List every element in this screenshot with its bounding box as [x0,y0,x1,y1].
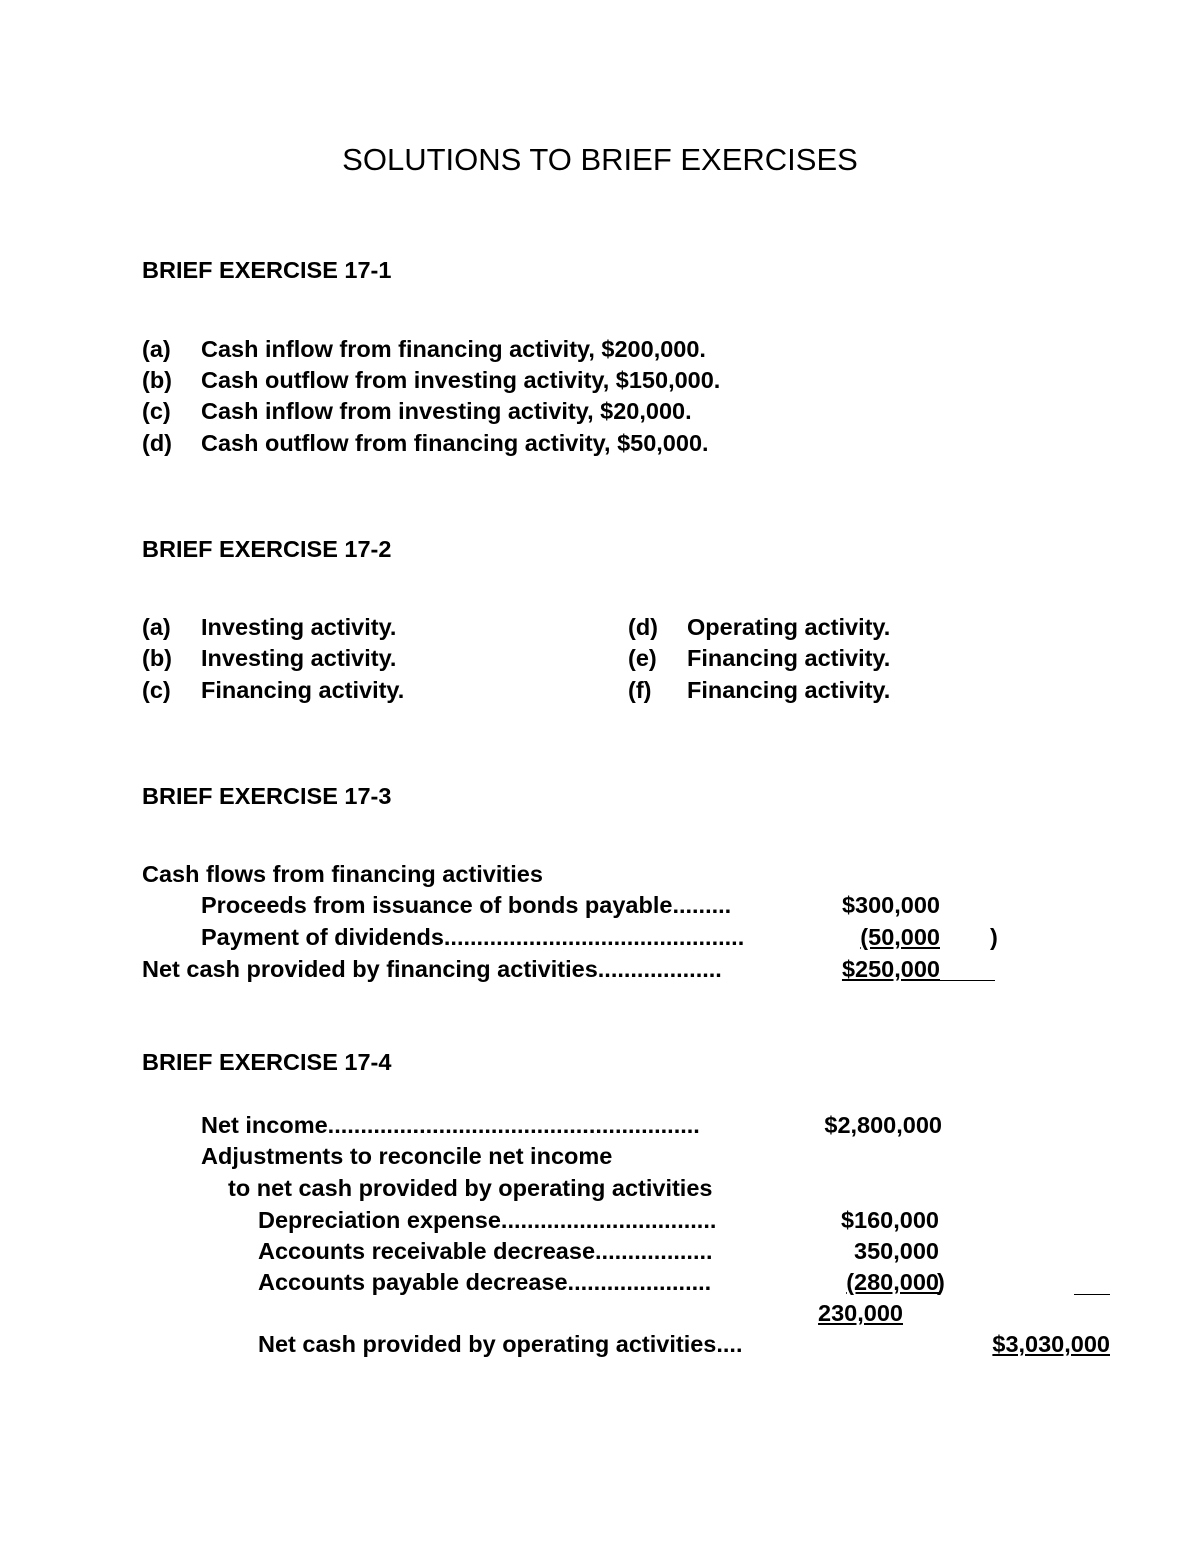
ex2-item-e-letter: (e) [628,645,657,671]
ex4-depreciation-value: $160,000 [840,1207,939,1233]
ex3-dividends-value: (50,000 [860,924,940,950]
ex1-item-a-text: Cash inflow from financing activity, $200,000. [201,336,706,362]
ex3-section-label: Cash flows from financing activities [142,861,543,887]
ex2-item-c-text: Financing activity. [201,677,405,703]
ex4-right-column-underline [1074,1294,1110,1295]
ex3-dividends-label: Payment of dividends.............................................. [201,924,745,950]
ex3-total-label: Net cash provided by financing activities................... [142,956,722,982]
ex2-item-d-letter: (d) [628,614,659,640]
exercise-17-4-heading: BRIEF EXERCISE 17-4 [142,1049,392,1075]
ex4-accounts-receivable-label: Accounts receivable decrease.................. [258,1238,713,1264]
ex2-item-f-text: Financing activity. [687,677,891,703]
ex4-depreciation-label: Depreciation expense................................. [258,1207,717,1233]
ex3-bonds-label: Proceeds from issuance of bonds payable......... [201,892,732,918]
ex2-item-b-letter: (b) [142,645,173,671]
ex2-item-d-text: Operating activity. [687,614,891,640]
ex4-accounts-payable-paren: ) [937,1269,945,1295]
exercise-17-2-heading: BRIEF EXERCISE 17-2 [142,536,392,562]
ex1-item-b-letter: (b) [142,367,173,393]
ex1-item-c-text: Cash inflow from investing activity, $20,000. [201,398,692,424]
ex4-adjustments-line2: to net cash provided by operating activities [228,1175,713,1201]
exercise-17-3-heading: BRIEF EXERCISE 17-3 [142,783,392,809]
ex1-item-d-letter: (d) [142,430,173,456]
ex4-accounts-payable-value: (280,000 [846,1269,939,1295]
ex1-item-c-letter: (c) [142,398,171,424]
ex2-item-e-text: Financing activity. [687,645,891,671]
exercise-17-1-heading: BRIEF EXERCISE 17-1 [142,257,392,283]
ex4-accounts-payable-label: Accounts payable decrease...................... [258,1269,712,1295]
ex3-total-underline-extension [939,980,995,981]
ex1-item-d-text: Cash outflow from financing activity, $50,000. [201,430,709,456]
ex4-net-income-label: Net income......................................................... [201,1112,700,1138]
ex3-total-value: $250,000 [841,956,940,982]
ex4-adjustments-subtotal: 230,000 [818,1300,903,1326]
ex2-item-a-text: Investing activity. [201,614,397,640]
ex4-adjustments-line1: Adjustments to reconcile net income [201,1143,613,1169]
ex1-item-a-letter: (a) [142,336,171,362]
page-title: SOLUTIONS TO BRIEF EXERCISES [342,142,858,177]
ex4-accounts-receivable-value: 350,000 [854,1238,939,1264]
ex4-total-value: $3,030,000 [992,1331,1110,1357]
ex1-item-b-text: Cash outflow from investing activity, $150,000. [201,367,721,393]
ex4-total-label: Net cash provided by operating activities.... [258,1331,743,1357]
ex2-item-f-letter: (f) [628,677,652,703]
ex2-item-b-text: Investing activity. [201,645,397,671]
ex2-item-c-letter: (c) [142,677,171,703]
ex3-dividends-paren: ) [990,924,998,950]
ex4-net-income-value: $2,800,000 [824,1112,942,1138]
ex2-item-a-letter: (a) [142,614,171,640]
ex3-bonds-value: $300,000 [841,892,940,918]
